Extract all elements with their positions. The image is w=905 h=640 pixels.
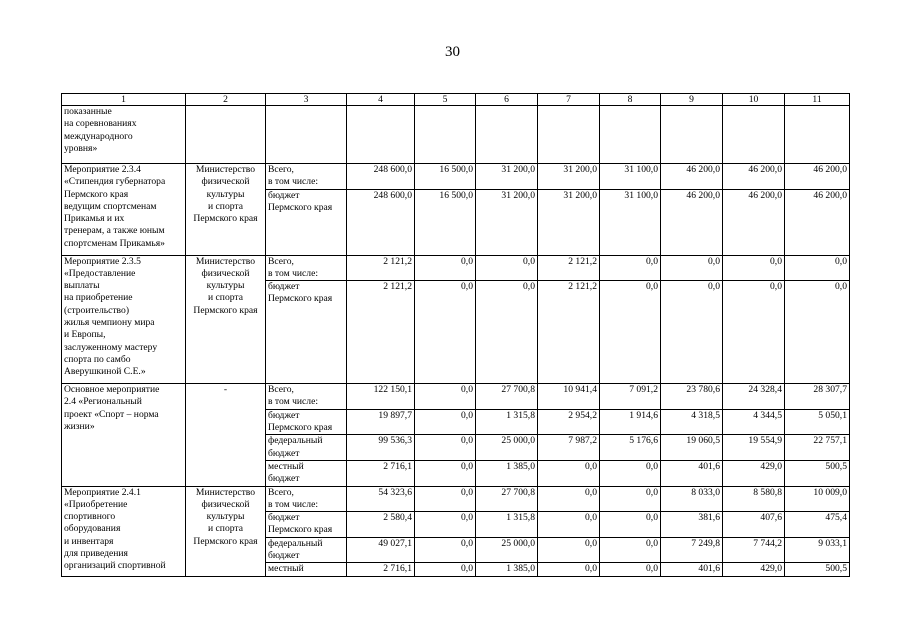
value-cell: 23 780,6 (661, 384, 723, 410)
value-cell: 1 385,0 (476, 563, 538, 576)
value-cell: 429,0 (723, 460, 785, 486)
value-cell: 0,0 (600, 512, 661, 538)
value-cell: 0,0 (476, 255, 538, 281)
value-cell: 0,0 (723, 255, 785, 281)
value-cell: 31 200,0 (538, 189, 600, 255)
value-cell: 25 000,0 (476, 435, 538, 461)
value-cell: 19 554,9 (723, 435, 785, 461)
value-cell: 475,4 (785, 512, 850, 538)
source-label: местный бюджет (266, 460, 347, 486)
financing-table (61, 93, 850, 577)
value-cell: 0,0 (600, 281, 661, 384)
value-cell: 2 716,1 (347, 563, 415, 576)
value-cell: 0,0 (415, 460, 476, 486)
source-label: Всего, в том числе: (266, 255, 347, 281)
value-cell: 248 600,0 (347, 189, 415, 255)
value-cell: 0,0 (415, 486, 476, 512)
value-cell: 0,0 (723, 281, 785, 384)
executor: Министерство физической культуры и спорта Пермского края (186, 255, 266, 384)
value-cell: 5 050,1 (785, 409, 850, 435)
value-cell: 10 941,4 (538, 384, 600, 410)
header-cell: 5 (415, 94, 476, 106)
measure-name: показанные на соревнованиях международного уровня» (62, 106, 186, 164)
value-cell: 28 307,7 (785, 384, 850, 410)
header-cell: 11 (785, 94, 850, 106)
header-cell: 6 (476, 94, 538, 106)
value-cell: 27 700,8 (476, 384, 538, 410)
value-cell: 7 091,2 (600, 384, 661, 410)
value-cell: 46 200,0 (723, 164, 785, 190)
source-label: федеральный бюджет (266, 435, 347, 461)
value-cell: 0,0 (538, 537, 600, 563)
value-cell: 25 000,0 (476, 537, 538, 563)
value-cell: 2 954,2 (538, 409, 600, 435)
empty-cell (347, 106, 415, 164)
value-cell: 2 121,2 (538, 255, 600, 281)
value-cell: 0,0 (415, 563, 476, 576)
value-cell: 46 200,0 (785, 189, 850, 255)
measure-name: Мероприятие 2.3.4 «Стипендия губернатора Пермского края ведущим спортсменам Прикамья и их тренерам, а также юным спортсменам Прикамья» (62, 164, 186, 256)
value-cell: 0,0 (600, 486, 661, 512)
value-cell: 0,0 (415, 512, 476, 538)
value-cell: 31 200,0 (538, 164, 600, 190)
value-cell: 49 027,1 (347, 537, 415, 563)
source-label: Всего, в том числе: (266, 164, 347, 190)
empty-cell (415, 106, 476, 164)
value-cell: 0,0 (661, 281, 723, 384)
value-cell: 0,0 (415, 384, 476, 410)
value-cell: 0,0 (415, 537, 476, 563)
empty-cell (476, 106, 538, 164)
header-cell: 9 (661, 94, 723, 106)
value-cell: 19 060,5 (661, 435, 723, 461)
value-cell: 46 200,0 (661, 164, 723, 190)
value-cell: 0,0 (538, 563, 600, 576)
value-cell: 2 580,4 (347, 512, 415, 538)
empty-cell (266, 106, 347, 164)
empty-cell (661, 106, 723, 164)
header-cell: 3 (266, 94, 347, 106)
table-row (62, 384, 850, 410)
value-cell: 46 200,0 (661, 189, 723, 255)
value-cell: 16 500,0 (415, 189, 476, 255)
value-cell: 31 100,0 (600, 189, 661, 255)
value-cell: 0,0 (785, 255, 850, 281)
value-cell: 99 536,3 (347, 435, 415, 461)
value-cell: 7 987,2 (538, 435, 600, 461)
value-cell: 31 100,0 (600, 164, 661, 190)
value-cell: 0,0 (600, 460, 661, 486)
value-cell: 381,6 (661, 512, 723, 538)
value-cell: 46 200,0 (785, 164, 850, 190)
empty-cell (538, 106, 600, 164)
value-cell: 54 323,6 (347, 486, 415, 512)
table-row (62, 164, 850, 190)
value-cell: 401,6 (661, 563, 723, 576)
value-cell: 4 318,5 (661, 409, 723, 435)
measure-name: Мероприятие 2.4.1 «Приобретение спортивного оборудования и инвентаря для приведения организаций спортивной (62, 486, 186, 576)
value-cell: 27 700,8 (476, 486, 538, 512)
header-cell: 4 (347, 94, 415, 106)
value-cell: 0,0 (538, 486, 600, 512)
value-cell: 2 121,2 (347, 255, 415, 281)
value-cell: 0,0 (600, 563, 661, 576)
value-cell: 31 200,0 (476, 164, 538, 190)
source-label: бюджет Пермского края (266, 189, 347, 255)
value-cell: 0,0 (600, 255, 661, 281)
header-cell: 1 (62, 94, 186, 106)
source-label: бюджет Пермского края (266, 512, 347, 538)
value-cell: 401,6 (661, 460, 723, 486)
value-cell: 9 033,1 (785, 537, 850, 563)
value-cell: 248 600,0 (347, 164, 415, 190)
header-cell: 8 (600, 94, 661, 106)
value-cell: 19 897,7 (347, 409, 415, 435)
measure-name: Основное мероприятие 2.4 «Региональный проект «Спорт – норма жизни» (62, 384, 186, 486)
executor: - (186, 384, 266, 486)
value-cell: 1 315,8 (476, 409, 538, 435)
value-cell: 8 580,8 (723, 486, 785, 512)
value-cell: 2 716,1 (347, 460, 415, 486)
header-row (62, 94, 850, 106)
source-label: местный (266, 563, 347, 576)
value-cell: 0,0 (538, 460, 600, 486)
header-cell: 10 (723, 94, 785, 106)
empty-cell (785, 106, 850, 164)
header-cell: 2 (186, 94, 266, 106)
value-cell: 10 009,0 (785, 486, 850, 512)
value-cell: 2 121,2 (347, 281, 415, 384)
value-cell: 0,0 (538, 512, 600, 538)
value-cell: 22 757,1 (785, 435, 850, 461)
value-cell: 429,0 (723, 563, 785, 576)
value-cell: 16 500,0 (415, 164, 476, 190)
source-label: Всего, в том числе: (266, 384, 347, 410)
value-cell: 5 176,6 (600, 435, 661, 461)
value-cell: 0,0 (785, 281, 850, 384)
source-label: Всего, в том числе: (266, 486, 347, 512)
value-cell: 1 385,0 (476, 460, 538, 486)
value-cell: 0,0 (476, 281, 538, 384)
value-cell: 1 315,8 (476, 512, 538, 538)
header-cell: 7 (538, 94, 600, 106)
executor: Министерство физической культуры и спорта Пермского края (186, 486, 266, 576)
value-cell: 31 200,0 (476, 189, 538, 255)
value-cell: 0,0 (415, 435, 476, 461)
value-cell: 0,0 (661, 255, 723, 281)
value-cell: 7 249,8 (661, 537, 723, 563)
executor: Министерство физической культуры и спорта Пермского края (186, 164, 266, 256)
value-cell: 0,0 (415, 281, 476, 384)
value-cell: 2 121,2 (538, 281, 600, 384)
value-cell: 407,6 (723, 512, 785, 538)
value-cell: 0,0 (415, 409, 476, 435)
value-cell: 1 914,6 (600, 409, 661, 435)
table-row (62, 486, 850, 512)
value-cell: 500,5 (785, 460, 850, 486)
page-number: 30 (445, 44, 460, 60)
table-row (62, 106, 850, 164)
value-cell: 24 328,4 (723, 384, 785, 410)
source-label: федеральный бюджет (266, 537, 347, 563)
value-cell: 7 744,2 (723, 537, 785, 563)
value-cell: 0,0 (415, 255, 476, 281)
empty-cell (600, 106, 661, 164)
empty-cell (186, 106, 266, 164)
table-row (62, 255, 850, 281)
value-cell: 500,5 (785, 563, 850, 576)
source-label: бюджет Пермского края (266, 409, 347, 435)
value-cell: 122 150,1 (347, 384, 415, 410)
source-label: бюджет Пермского края (266, 281, 347, 384)
value-cell: 46 200,0 (723, 189, 785, 255)
value-cell: 4 344,5 (723, 409, 785, 435)
empty-cell (723, 106, 785, 164)
measure-name: Мероприятие 2.3.5 «Предоставление выплаты на приобретение (строительство) жилья чемпиону мира и Европы, заслуженному мастеру спорта по самбо Аверушкиной С.Е.» (62, 255, 186, 384)
value-cell: 0,0 (600, 537, 661, 563)
value-cell: 8 033,0 (661, 486, 723, 512)
